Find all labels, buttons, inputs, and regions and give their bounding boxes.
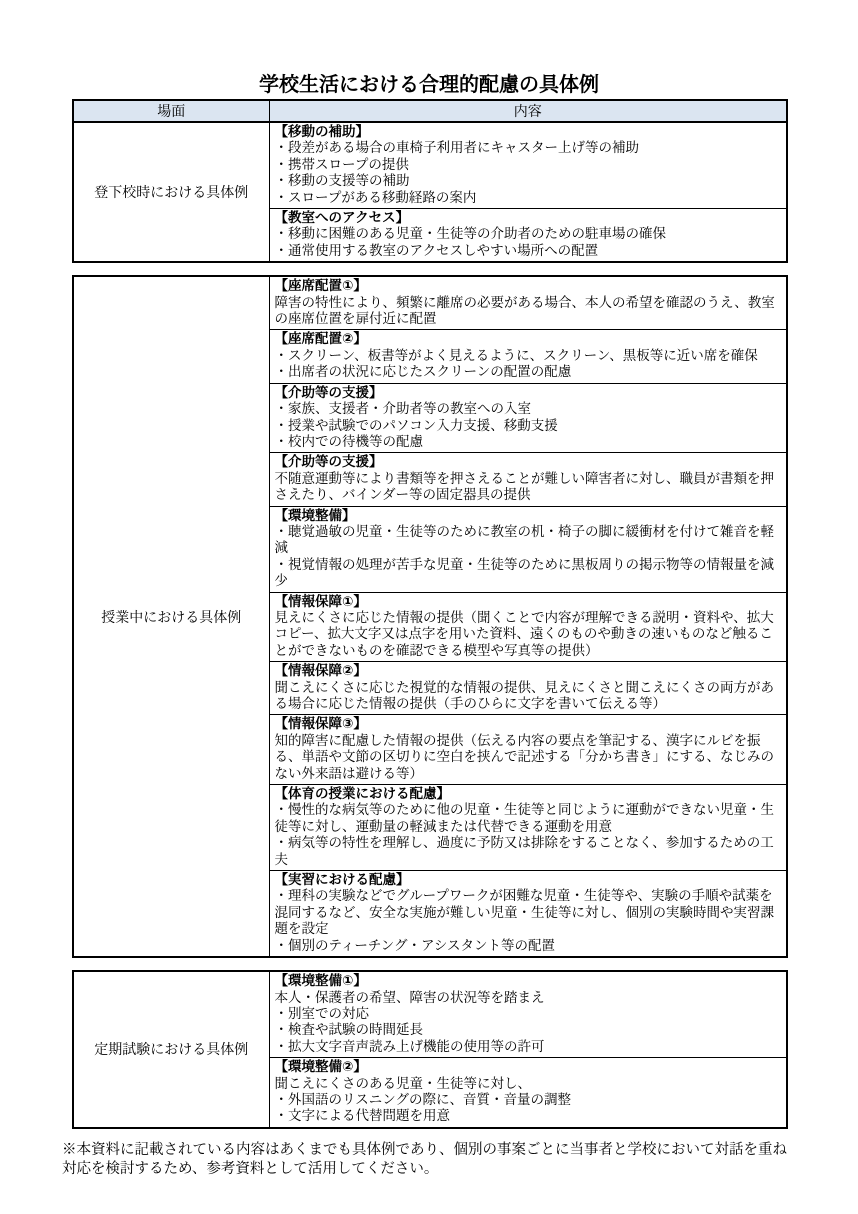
block-heading: 【介助等の支援】 [274, 384, 383, 400]
column-header-scene: 場面 [73, 100, 269, 122]
content-cell [269, 715, 787, 785]
content-cell [269, 453, 787, 506]
block-line: ・外国語のリスニングの際に、音質・音量の調整 [274, 1091, 571, 1107]
block-line: ・移動に困難のある児童・生徒等の介助者のための駐車場の確保 [274, 226, 666, 242]
block-line: ・拡大文字音声読み上げ機能の使用等の許可 [274, 1038, 545, 1054]
block-heading: 【情報保障①】 [274, 593, 367, 609]
block-line: ・出席者の状況に応じたスクリーンの配置の配慮 [274, 364, 572, 380]
scene-label-commute: 登下校時における具体例 [73, 122, 269, 262]
block-line: ・スロープがある移動経路の案内 [274, 189, 477, 205]
content-cell [269, 122, 787, 209]
content-cell [269, 662, 787, 715]
block-heading: 【移動の補助】 [274, 124, 369, 139]
content-cell [269, 276, 787, 330]
block-line: ・段差がある場合の車椅子利用者にキャスター上げ等の補助 [274, 140, 639, 156]
block-line: ・理科の実験などでグループワークが困難な児童・生徒等や、実験の手順や試薬を混同するなど、安全な実施が難しい児童・生徒等に対し、個別の実験時間や実習課題を設定 [274, 888, 774, 937]
block-line: ・聴覚過敏の児童・生徒等のために教室の机・椅子の脚に緩衝材を付けて雑音を軽減 [274, 523, 774, 556]
block-heading: 【環境整備②】 [274, 1059, 367, 1075]
block-line: ・別室での対応 [274, 1005, 369, 1021]
content-cell [269, 871, 787, 958]
block-line: ・携帯スロープの提供 [274, 156, 409, 172]
block-line: ・通常使用する教室のアクセスしやすい場所への配置 [274, 242, 599, 258]
block-line: ・移動の支援等の補助 [274, 173, 410, 189]
block-line: 知的障害に配慮した情報の提供（伝える内容の要点を筆記する、漢字にルビを振る、単語や文節の区切りに空白を挟んで記述する「分かち書き」にする、なじみのない外来語は避ける等） [274, 732, 774, 781]
block-line: 障害の特性により、頻繁に離席の必要がある場合、本人の希望を確認のうえ、教室の座席位置を扉付近に配置 [274, 294, 775, 327]
block-line: ・校内での待機等の配慮 [274, 433, 423, 449]
block-line: 聞こえにくさのある児童・生徒等に対し、 [274, 1075, 531, 1091]
content-cell [269, 785, 787, 871]
footer-note: ※本資料に記載されている内容はあくまでも具体例であり、個別の事案ごとに当事者と学校において対話を重ね対応を検討するため、参考資料として活用してください。 [62, 1141, 787, 1177]
block-line: ・文字による代替問題を用意 [274, 1108, 450, 1124]
column-header-content: 内容 [269, 100, 787, 122]
scene-label-exam: 定期試験における具体例 [73, 971, 269, 1128]
block-line: ・家族、支援者・介助者等の教室への入室 [274, 401, 531, 417]
block-line: ・スクリーン、板書等がよく見えるように、スクリーン、黒板等に近い席を確保 [274, 347, 758, 363]
content-cell [269, 971, 787, 1058]
block-line: 見えにくさに応じた情報の提供（聞くことで内容が理解できる説明・資料や、拡大コピー、拡大文字又は点字を用いた資料、遠くのものや動きの速いものなど触ることができないものを確認できる模型や写真等の提供） [274, 609, 774, 658]
block-line: ・授業や試験でのパソコン入力支援、移動支援 [274, 417, 558, 433]
commute-examples-table [72, 99, 788, 263]
class-examples-table [72, 275, 788, 958]
block-heading: 【情報保障③】 [274, 716, 367, 732]
table-row [73, 122, 787, 209]
block-line: ・慢性的な病気等のために他の児童・生徒等と同じように運動ができない児童・生徒等に対し、運動量の軽減または代替できる運動を用意 [274, 802, 774, 834]
exam-examples-table [72, 970, 788, 1129]
block-line: 本人・保護者の希望、障害の状況等を踏まえ [274, 989, 545, 1005]
content-cell [269, 330, 787, 383]
content-cell [269, 592, 787, 662]
block-heading: 【教室へのアクセス】 [274, 210, 410, 226]
block-heading: 【座席配置②】 [274, 331, 367, 347]
block-line: ・検査や試験の時間延長 [274, 1022, 423, 1038]
block-heading: 【実習における配慮】 [274, 872, 410, 888]
block-line: ・視覚情報の処理が苦手な児童・生徒等のために黒板周りの掲示物等の情報量を減少 [274, 556, 774, 589]
content-cell [269, 209, 787, 263]
block-heading: 【介助等の支援】 [274, 454, 383, 470]
block-line: 聞こえにくさに応じた視覚的な情報の提供、見えにくさと聞こえにくさの両方がある場合に応じた情報の提供（手のひらに文字を書いて伝える等） [274, 679, 774, 711]
block-heading: 【環境整備】 [274, 507, 356, 523]
block-line: 不随意運動等により書類等を押さえることが難しい障害者に対し、職員が書類を押さえたり、バインダー等の固定器具の提供 [274, 470, 774, 503]
content-cell [269, 506, 787, 592]
block-heading: 【体育の授業における配慮】 [274, 786, 450, 802]
block-line: ・病気等の特性を理解し、過度に予防又は排除をすることなく、参加するための工夫 [274, 835, 774, 867]
block-heading: 【環境整備①】 [274, 973, 367, 989]
content-cell [269, 1058, 787, 1128]
content-cell [269, 383, 787, 453]
block-line: ・個別のティーチング・アシスタント等の配置 [274, 937, 556, 953]
block-heading: 【情報保障②】 [274, 663, 367, 679]
table-row [73, 276, 787, 330]
table-row [73, 971, 787, 1058]
scene-label-class: 授業中における具体例 [73, 276, 269, 957]
block-heading: 【座席配置①】 [274, 278, 367, 294]
page-title: 学校生活における合理的配慮の具体例 [259, 74, 599, 96]
table-header-row [73, 100, 787, 122]
